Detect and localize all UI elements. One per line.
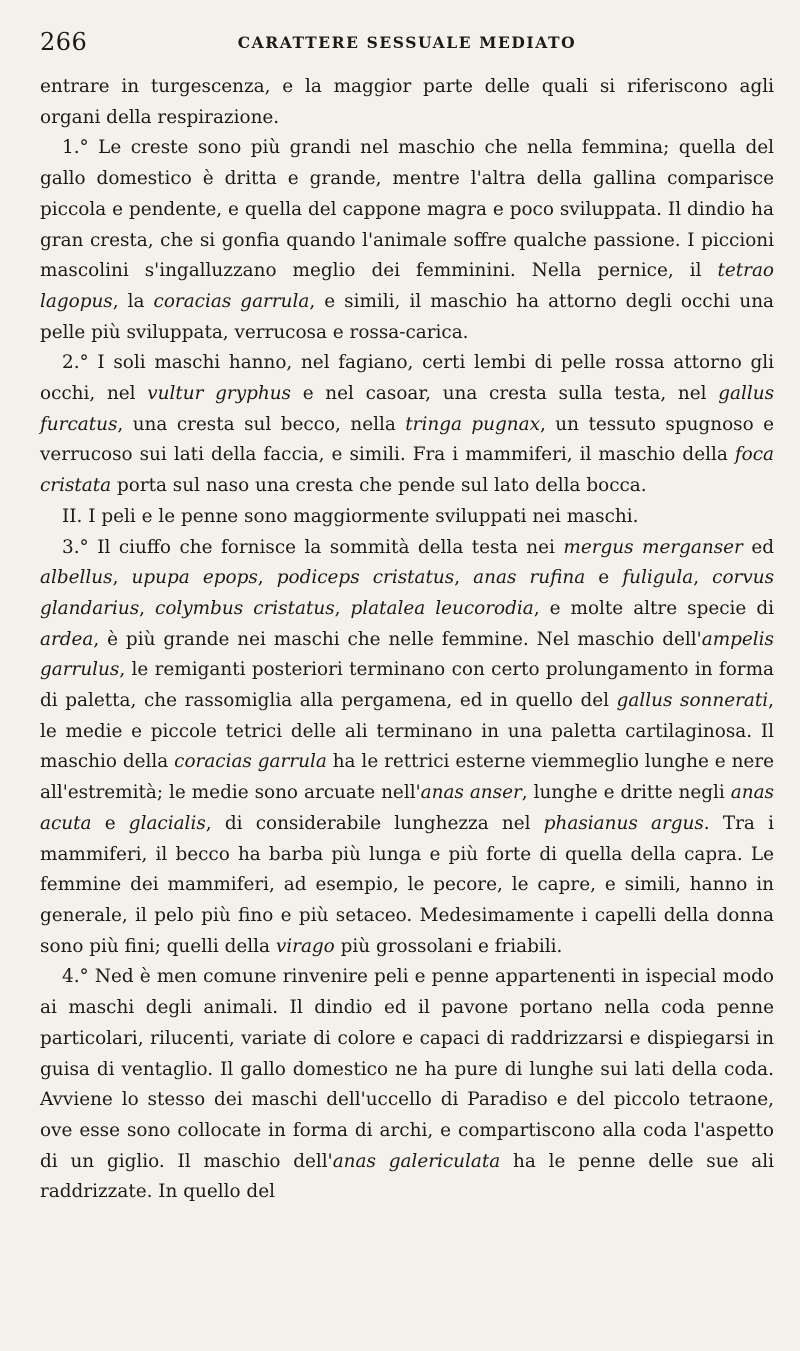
- species-name: coracias garrula: [153, 290, 310, 312]
- species-name: albellus: [40, 567, 113, 589]
- species-name: ampelis garrulus: [40, 628, 774, 681]
- species-name: foca cristata: [40, 444, 774, 497]
- text-run: ,: [257, 567, 277, 589]
- text-run: , lunghe e dritte negli: [521, 782, 731, 804]
- paragraph: [40, 348, 774, 502]
- species-name: tringa pugnax: [405, 413, 540, 435]
- species-name: anas acuta: [40, 782, 774, 834]
- text-run: , e molte altre specie di: [533, 597, 774, 619]
- species-name: upupa epops: [131, 567, 258, 589]
- paragraph: [40, 133, 774, 348]
- text-run: ,: [693, 567, 713, 589]
- text-run: , le remiganti posteriori terminano con certo prolungamento in forma di paletta, che rassomiglia alla pergamena, ed in quello del: [40, 659, 774, 712]
- species-name: tetrao lagopus: [40, 260, 774, 312]
- text-run: , di considerabile lunghezza nel: [205, 812, 544, 834]
- text-run: ,: [112, 567, 132, 589]
- text-run: . Tra i mammiferi, il becco ha barba più lunga e più forte di quella della capra. Le femmine dei mammiferi, ad esempio, le pecore, le capre, e simili, hanno in generale, il pelo più fino e più setaceo. Medesimamente i capelli della donna sono più fini; quelli della: [40, 812, 774, 957]
- text-run: ha le penne delle sue ali raddrizzate. In quello del: [40, 1150, 775, 1203]
- text-run: ed: [742, 536, 774, 558]
- species-name: glacialis: [128, 812, 206, 834]
- text-run: 3.° Il ciuffo che fornisce la sommità della testa nei: [62, 536, 564, 558]
- species-name: fuligula: [622, 567, 694, 589]
- species-name: gallus sonnerati: [616, 690, 769, 712]
- text-run: e nel casoar, una cresta sulla testa, nel: [291, 383, 719, 405]
- text-run: più grossolani e friabili.: [334, 935, 563, 957]
- page-header: [40, 22, 774, 62]
- species-name: colymbus cristatus: [155, 597, 335, 619]
- species-name: ardea: [40, 628, 94, 650]
- text-run: e: [91, 812, 129, 834]
- text-run: porta sul naso una cresta che pende sul lato della bocca.: [111, 475, 647, 497]
- text-run: 4.° Ned è men comune rinvenire peli e penne appartenenti in ispecial modo ai maschi degli animali. Il dindio ed il pavone portano nella coda penne particolari, rilucenti, variate di colore e capaci di raddrizzarsi e dispiegarsi in guisa di ventaglio. Il gallo domestico ne ha pure di lunghe sui lati della coda. Avviene lo stesso dei maschi dell'uccello di Paradiso e del piccolo tetraone, ove esse sono collocate in forma di archi, e compartiscono alla coda l'aspetto di un giglio. Il maschio dell': [40, 966, 774, 1172]
- species-name: gallus furcatus: [40, 383, 775, 435]
- species-name: platalea leucorodia: [350, 597, 534, 619]
- species-name: anas anser: [420, 782, 522, 804]
- text-run: ,: [334, 597, 351, 619]
- species-name: anas rufina: [473, 567, 586, 589]
- species-name: mergus merganser: [563, 536, 743, 558]
- paragraph: [40, 533, 774, 963]
- species-name: anas galericulata: [332, 1150, 501, 1172]
- text-run: , una cresta sul becco, nella: [117, 413, 406, 435]
- text-run: e: [585, 567, 623, 589]
- text-run: ,: [454, 567, 474, 589]
- species-name: corvus glandarius: [40, 567, 775, 619]
- species-name: virago: [275, 935, 335, 957]
- text-run: 1.° Le creste sono più grandi nel maschio che nella femmina; quella del gallo domestico è dritta e grande, mentre l'altra della gallina comparisce piccola e pendente, e quella del cappone magra e poco sviluppata. Il dindio ha gran cresta, che si gonfia quando l'animale soffre qualche passione. I piccioni mascolini s'ingalluzzano meglio dei femminini. Nella pernice, il: [40, 137, 774, 282]
- text-run: ha le rettrici esterne viemmeglio lunghe e nere all'estremità; le medie sono arcuate nell': [40, 751, 774, 804]
- text-run: , la: [112, 290, 154, 312]
- text-run: , è più grande nei maschi che nelle femmine. Nel maschio dell': [93, 628, 702, 650]
- species-name: coracias garrula: [174, 751, 327, 773]
- text-run: ,: [139, 597, 156, 619]
- text-run: , e simili, il maschio ha attorno degli occhi una pelle più sviluppata, verrucosa e rossa-carica.: [40, 290, 775, 343]
- text-run: entrare in turgescenza, e la maggior parte delle quali si riferiscono agli organi della respirazione.: [40, 76, 774, 128]
- paragraph: [40, 72, 774, 133]
- text-run: , le medie e piccole tetrici delle ali terminano in una paletta cartilaginosa. Il maschio della: [40, 690, 774, 773]
- paragraph: [40, 962, 774, 1208]
- text-run: , un tessuto spugnoso e verrucoso sui lati della faccia, e simili. Fra i mammiferi, il maschio della: [40, 413, 775, 466]
- running-title: CARATTERE SESSUALE MEDIATO: [237, 33, 577, 52]
- species-name: podiceps cristatus: [276, 567, 455, 589]
- page-number: 266: [40, 28, 88, 56]
- paragraph: [40, 502, 774, 533]
- text-run: II. I peli e le penne sono maggiormente sviluppati nei maschi.: [62, 505, 639, 527]
- species-name: phasianus argus: [543, 812, 704, 834]
- species-name: vultur gryphus: [147, 383, 291, 405]
- text-run: 2.° I soli maschi hanno, nel fagiano, certi lembi di pelle rossa attorno gli occhi, nel: [40, 352, 774, 405]
- body-text: [40, 72, 774, 1208]
